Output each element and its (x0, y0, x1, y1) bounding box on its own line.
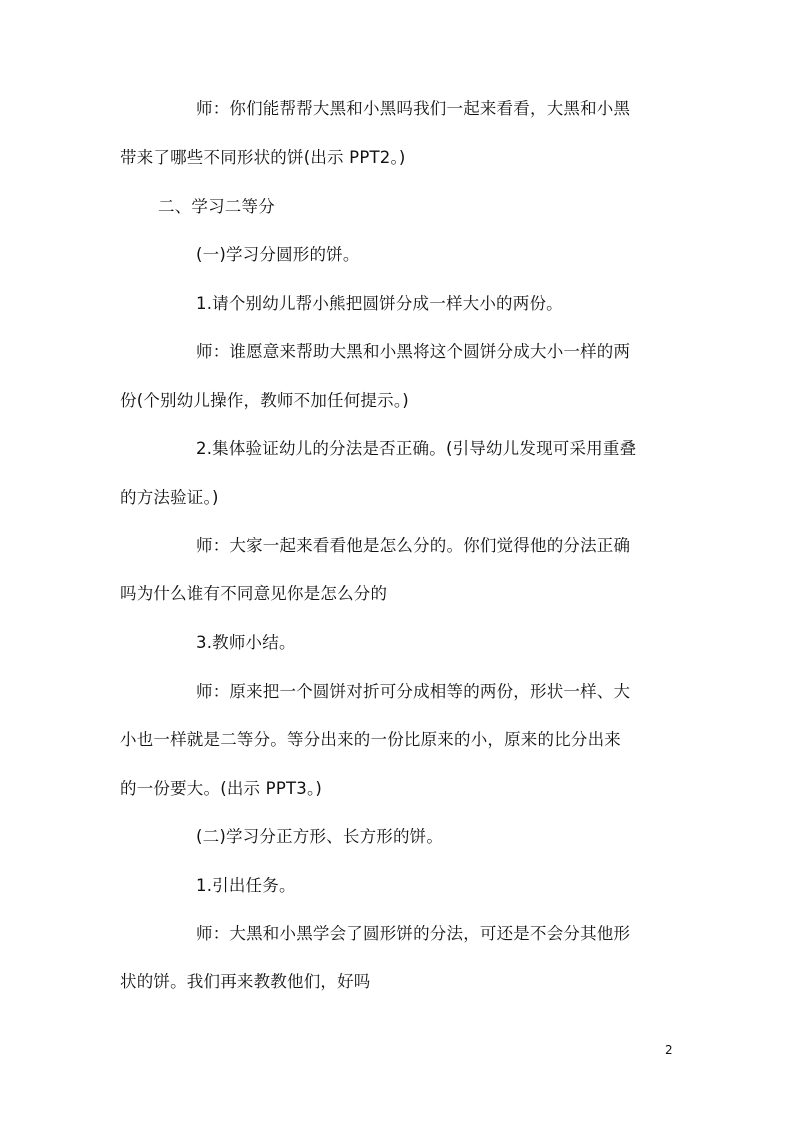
paragraph-line: 师：大黑和小黑学会了圆形饼的分法，可还是不会分其他形 (196, 924, 631, 943)
paragraph-line: 带来了哪些不同形状的饼(出示 PPT2。) (120, 148, 406, 167)
paragraph-line: 状的饼。我们再来教教他们，好吗 (120, 972, 371, 991)
page-number: 2 (665, 1043, 673, 1057)
paragraph-line: 2.集体验证幼儿的分法是否正确。(引导幼儿发现可采用重叠 (196, 439, 637, 458)
paragraph-line: 师：你们能帮帮大黑和小黑吗我们一起来看看，大黑和小黑 (196, 99, 631, 118)
paragraph-line: 师：谁愿意来帮助大黑和小黑将这个圆饼分成大小一样的两 (196, 342, 631, 361)
subsection-heading: (二)学习分正方形、长方形的饼。 (196, 827, 444, 846)
section-heading: 二、学习二等分 (158, 197, 275, 216)
paragraph-line: 3.教师小结。 (196, 633, 296, 652)
subsection-heading: (一)学习分圆形的饼。 (196, 245, 360, 264)
paragraph-line: 的一份要大。(出示 PPT3。) (120, 779, 323, 798)
paragraph-line: 吗为什么谁有不同意见你是怎么分的 (120, 584, 388, 603)
paragraph-line: 的方法验证。) (120, 488, 219, 507)
paragraph-line: 份(个别幼儿操作，教师不加任何提示。) (120, 391, 409, 410)
paragraph-line: 1.引出任务。 (196, 876, 296, 895)
paragraph-line: 师：原来把一个圆饼对折可分成相等的两份，形状一样、大 (196, 682, 631, 701)
paragraph-line: 小也一样就是二等分。等分出来的一份比原来的小，原来的比分出来 (120, 730, 621, 749)
paragraph-line: 1.请个别幼儿帮小熊把圆饼分成一样大小的两份。 (196, 294, 563, 313)
paragraph-line: 师：大家一起来看看他是怎么分的。你们觉得他的分法正确 (196, 536, 631, 555)
